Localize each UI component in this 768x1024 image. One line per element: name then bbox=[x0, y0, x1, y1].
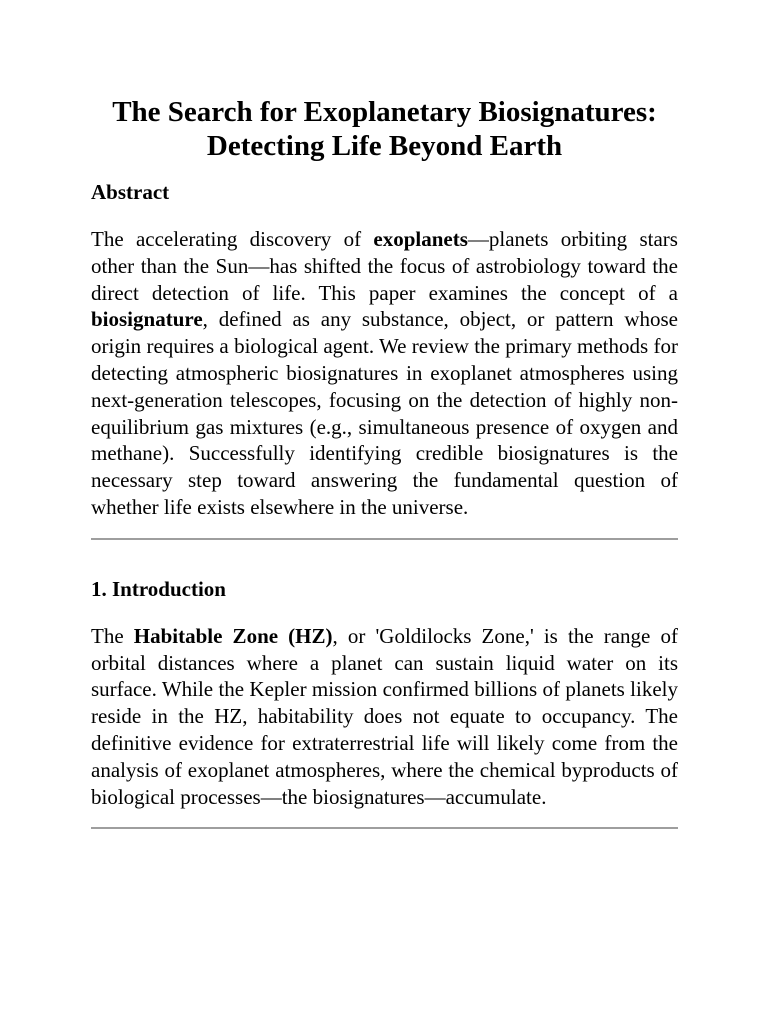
abstract-paragraph bbox=[91, 226, 678, 521]
abstract-text-2: —planets orbiting stars other than the Sun—has shifted the focus of astrobiology toward the direct detection of life. This paper examines the concept of a bbox=[91, 227, 678, 305]
title-line-1: The Search for Exoplanetary Biosignatures: bbox=[112, 96, 657, 128]
term-habitable-zone: Habitable Zone (HZ) bbox=[133, 623, 333, 648]
introduction-paragraph bbox=[91, 623, 678, 811]
title-line-2: Detecting Life Beyond Earth bbox=[206, 130, 563, 162]
term-biosignature: biosignature bbox=[91, 307, 203, 332]
intro-text-2: , or 'Goldilocks Zone,' is the range of orbital distances where a planet can sustain liquid water on its surface. While the Kepler mission confirmed billions of planets likely reside in the HZ, habitability does not equate to occupancy. The definitive evidence for extraterrestrial life will likely come from the analysis of exoplanet atmospheres, where the chemical byproducts of biological processes—the biosignatures—accumulate. bbox=[91, 623, 678, 809]
intro-text-1: The bbox=[91, 623, 134, 648]
term-exoplanets: exoplanets bbox=[373, 227, 468, 251]
page-title bbox=[91, 95, 678, 163]
section-divider bbox=[91, 538, 678, 540]
abstract-heading: Abstract bbox=[91, 180, 170, 204]
introduction-heading: 1. Introduction bbox=[91, 576, 226, 601]
abstract-text-1: The accelerating discovery of bbox=[91, 227, 374, 251]
section-divider bbox=[91, 827, 678, 829]
abstract-text-3: , defined as any substance, object, or pattern whose origin requires a biological agent. We review the primary methods for detecting atmospheric biosignatures in exoplanet atmospheres using next-generation telescopes, focusing on the detection of highly non-equilibrium gas mixtures (e.g., simultaneous presence of oxygen and methane). Successfully identifying credible biosignatures is the necessary step toward answering the fundamental question of whether life exists elsewhere in the universe. bbox=[91, 307, 678, 519]
